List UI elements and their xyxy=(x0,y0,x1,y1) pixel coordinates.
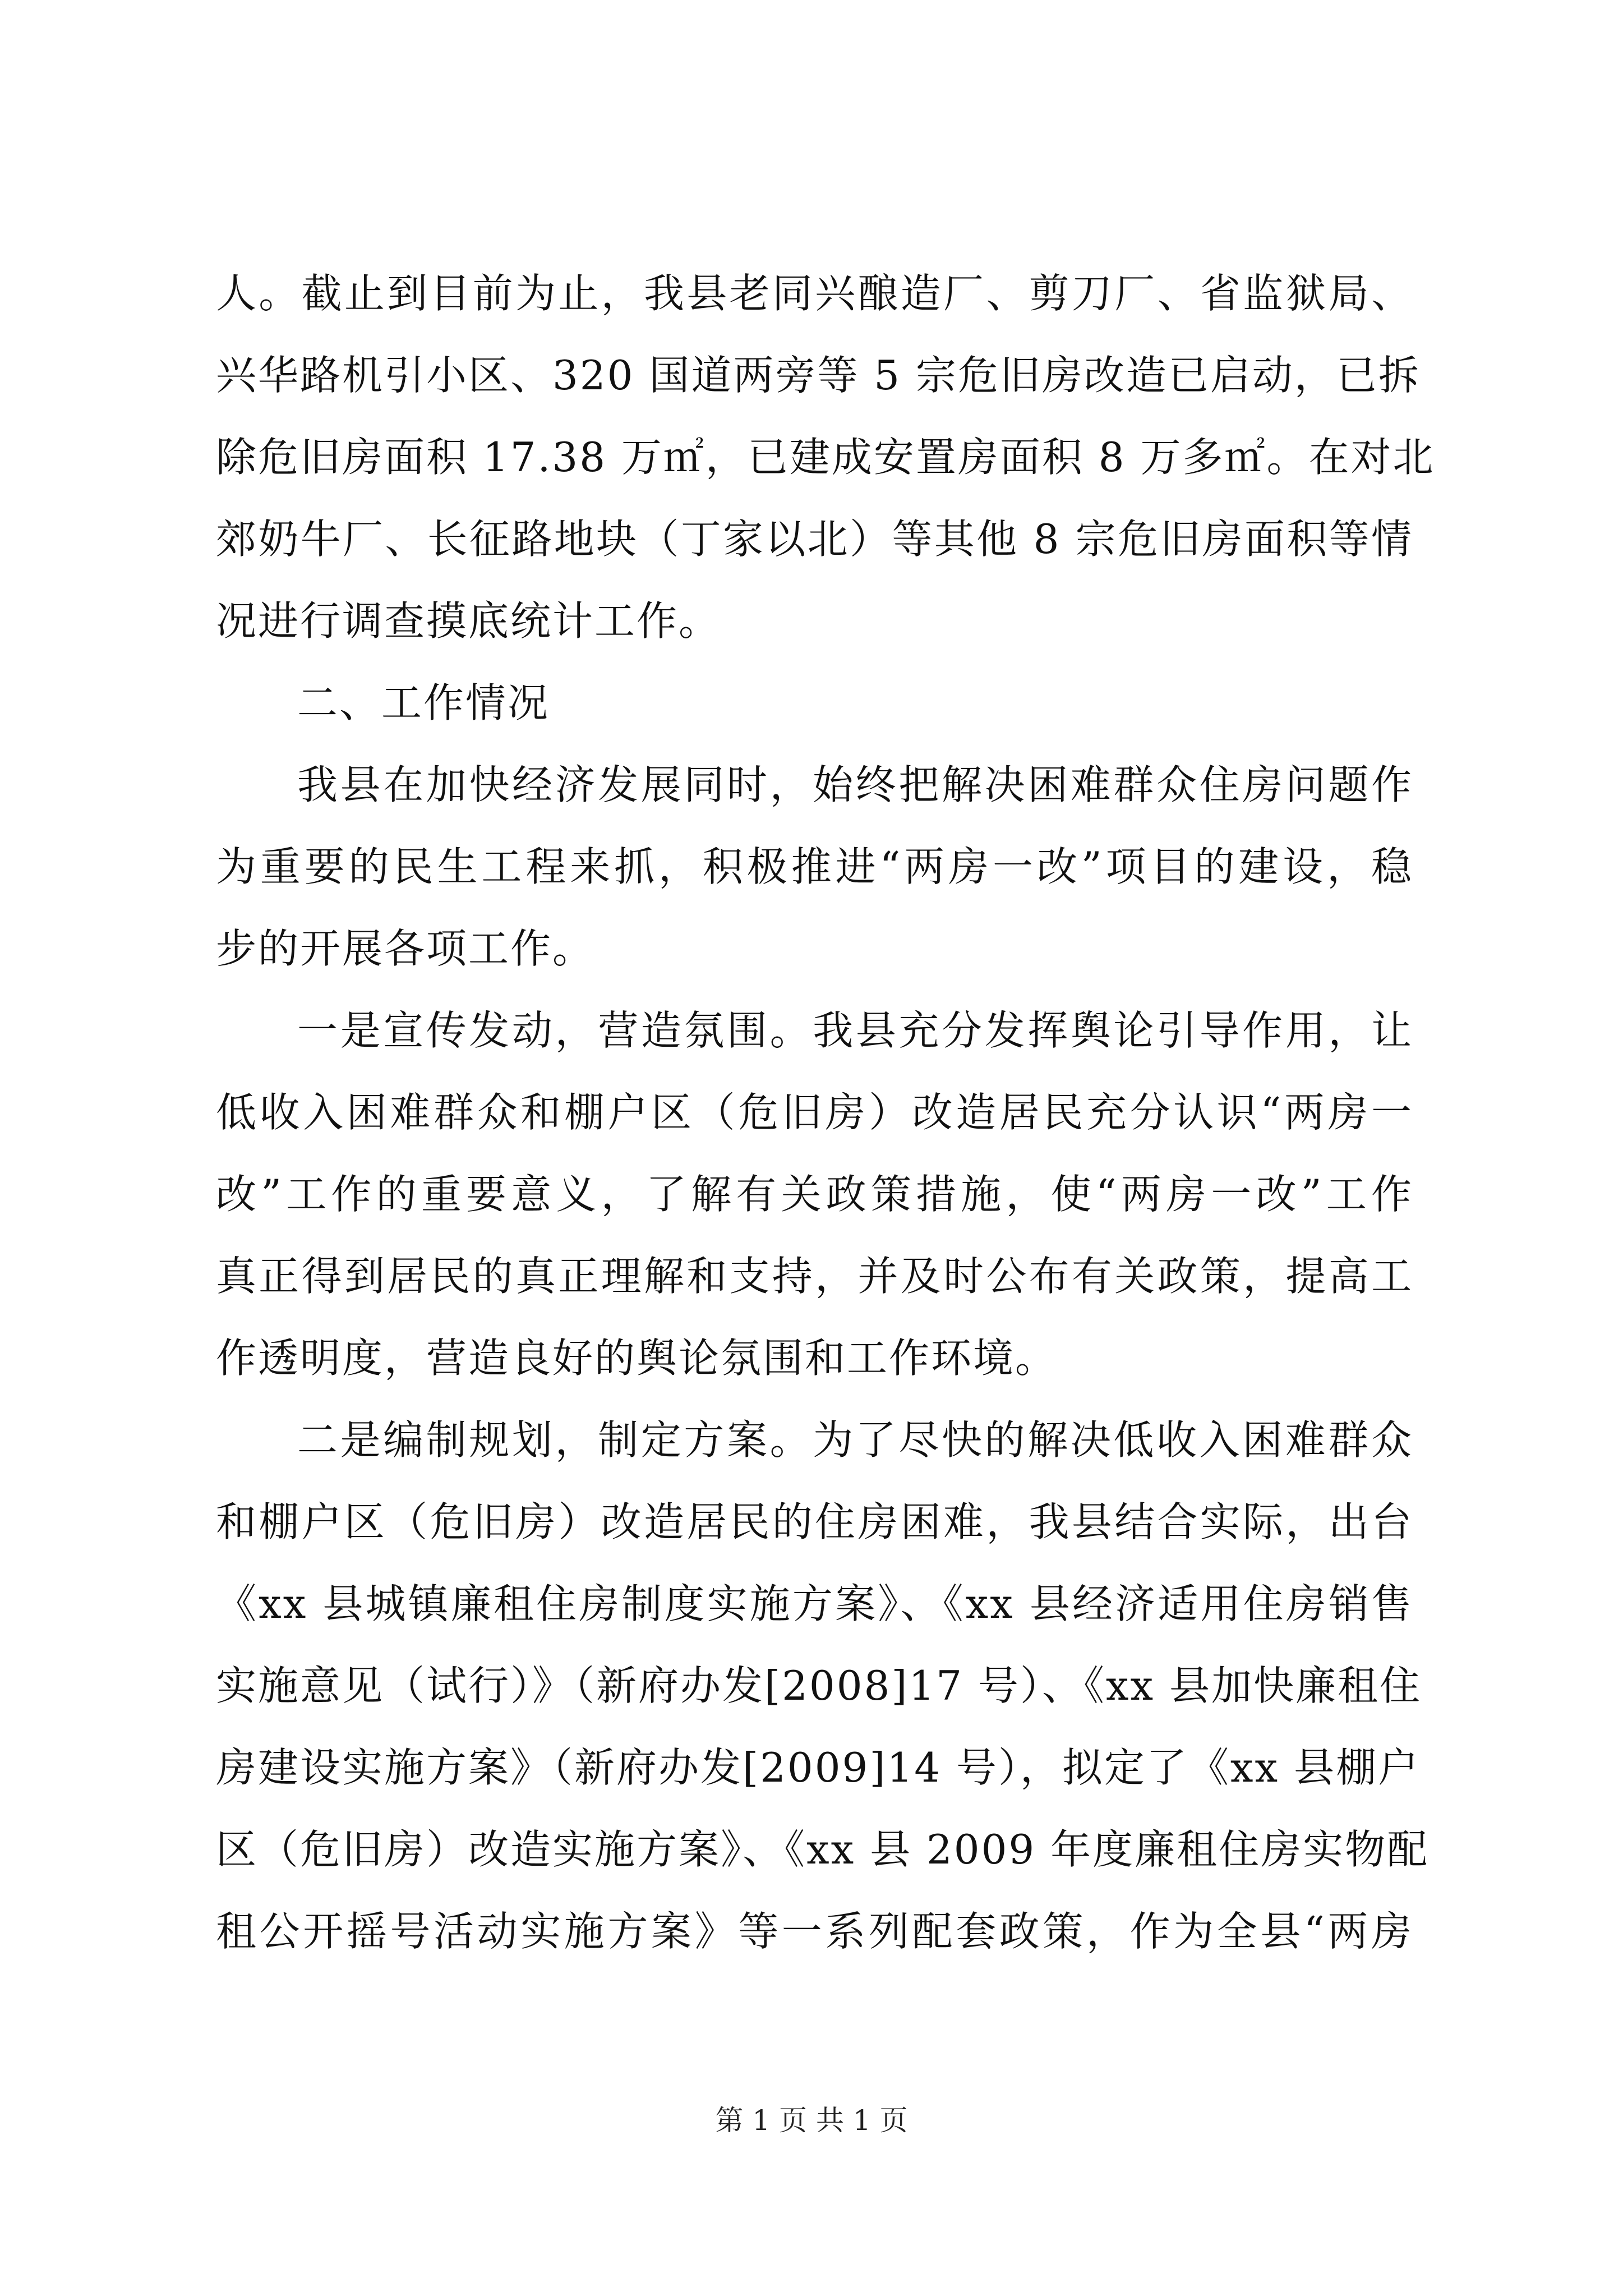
text-line: 房建设实施方案》（新府办发[2009]14 号），拟定了《xx 县棚户 xyxy=(216,1744,1421,1791)
section-heading: 二、工作情况 xyxy=(297,679,550,726)
text-line: 《xx 县城镇廉租住房制度实施方案》、《xx 县经济适用住房销售 xyxy=(216,1580,1413,1627)
text-line: 郊奶牛厂、长征路地块（丁家以北）等其他 8 宗危旧房面积等情 xyxy=(216,516,1413,563)
text-line: 实施意见（试行）》（新府办发[2008]17 号）、《xx 县加快廉租住 xyxy=(216,1662,1422,1709)
text-line: 步的开展各项工作。 xyxy=(216,925,595,972)
text-line: 和棚户区（危旧房）改造居民的住房困难，我县结合实际，出台 xyxy=(216,1498,1413,1545)
text-line: 真正得到居民的真正理解和支持，并及时公布有关政策，提高工 xyxy=(216,1253,1413,1300)
text-line: 除危旧房面积 17.38 万㎡，已建成安置房面积 8 万多㎡。在对北 xyxy=(216,434,1435,481)
document-body xyxy=(216,252,1435,1972)
text-line: 二是编制规划，制定方案。为了尽快的解决低收入困难群众 xyxy=(297,1416,1413,1464)
text-line: 作透明度，营造良好的舆论氛围和工作环境。 xyxy=(216,1335,1058,1382)
text-line: 人。截止到目前为止，我县老同兴酿造厂、剪刀厂、省监狱局、 xyxy=(216,270,1413,317)
text-line: 我县在加快经济发展同时，始终把解决困难群众住房问题作 xyxy=(297,761,1413,808)
text-line: 一是宣传发动，营造氛围。我县充分发挥舆论引导作用，让 xyxy=(297,1007,1413,1054)
text-line: 为重要的民生工程来抓，积极推进“两房一改”项目的建设，稳 xyxy=(216,843,1413,890)
text-line: 况进行调查摸底统计工作。 xyxy=(216,597,721,645)
text-line: 租公开摇号活动实施方案》等一系列配套政策，作为全县“两房 xyxy=(216,1908,1413,1955)
text-line: 低收入困难群众和棚户区（危旧房）改造居民充分认识“两房一 xyxy=(216,1089,1413,1136)
text-line: 区（危旧房）改造实施方案》、《xx 县 2009 年度廉租住房实物配 xyxy=(216,1826,1430,1873)
page-number-footer: 第 1 页 共 1 页 xyxy=(715,2104,908,2137)
text-line: 改”工作的重要意义，了解有关政策措施，使“两房一改”工作 xyxy=(216,1171,1413,1218)
text-line: 兴华路机引小区、320 国道两旁等 5 宗危旧房改造已启动，已拆 xyxy=(216,352,1421,399)
